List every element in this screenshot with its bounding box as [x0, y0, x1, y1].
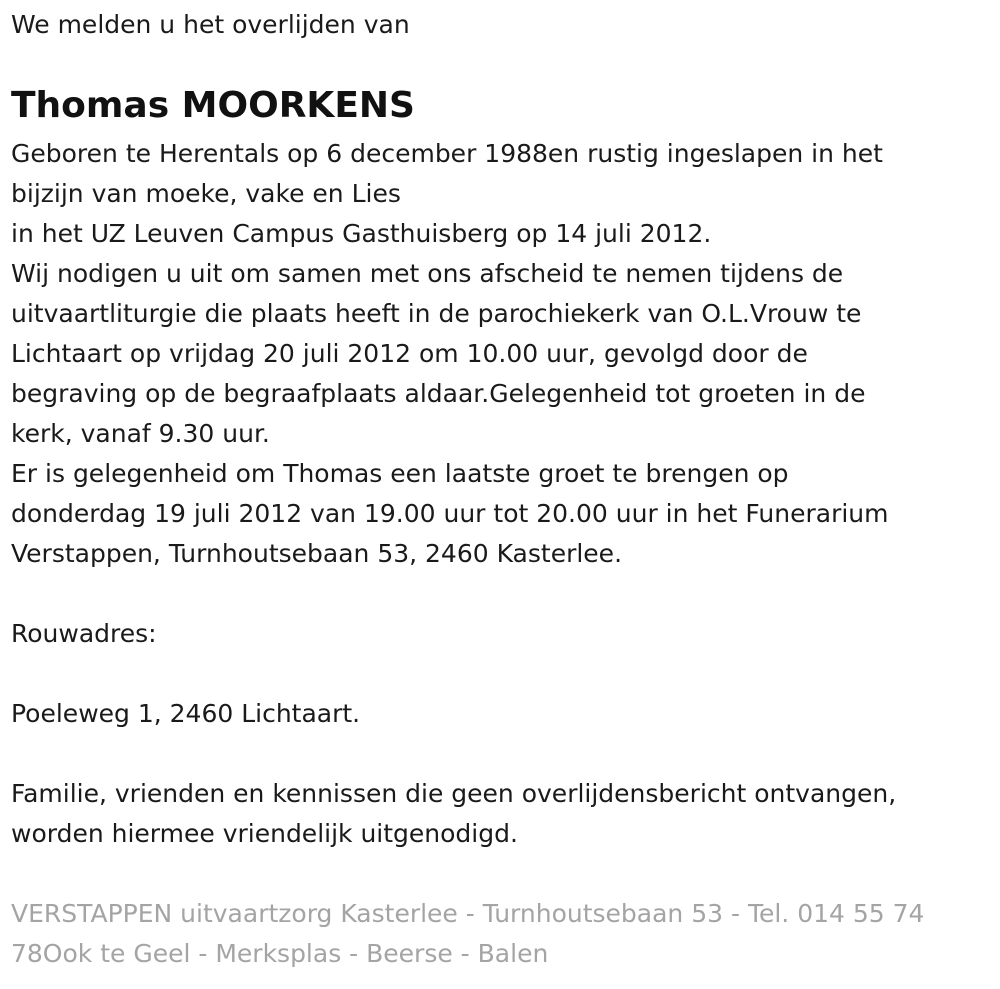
deceased-name: Thomas MOORKENS	[11, 85, 415, 126]
rouwadres-label: Rouwadres:	[11, 619, 157, 648]
spacer	[11, 654, 986, 694]
body-line: in het UZ Leuven Campus Gasthuisberg op 14 juli 2012.	[11, 219, 712, 248]
funeral-home-footer	[11, 894, 986, 974]
spacer	[11, 734, 986, 774]
spacer	[11, 574, 986, 614]
body-line: bijzijn van moeke, vake en Lies	[11, 179, 401, 208]
body-line: uitvaartliturgie die plaats heeft in de parochiekerk van O.L.Vrouw te	[11, 299, 862, 328]
body-line: Verstappen, Turnhoutsebaan 53, 2460 Kasterlee.	[11, 539, 623, 568]
body-line: begraving op de begraafplaats aldaar.Gelegenheid tot groeten in de	[11, 379, 866, 408]
notice-body	[11, 134, 986, 854]
closing-line: Familie, vrienden en kennissen die geen overlijdensbericht ontvangen,	[11, 779, 897, 808]
intro-text: We melden u het overlijden van	[11, 10, 410, 39]
body-line: Geboren te Herentals op 6 december 1988en rustig ingeslapen in het	[11, 139, 883, 168]
closing-line: worden hiermee vriendelijk uitgenodigd.	[11, 819, 518, 848]
footer-line: VERSTAPPEN uitvaartzorg Kasterlee - Turnhoutsebaan 53 - Tel. 014 55 74	[11, 899, 925, 928]
footer-line: 78Ook te Geel - Merksplas - Beerse - Balen	[11, 939, 549, 968]
rouwadres-address: Poeleweg 1, 2460 Lichtaart.	[11, 699, 361, 728]
body-line: donderdag 19 juli 2012 van 19.00 uur tot 20.00 uur in het Funerarium	[11, 499, 889, 528]
body-line: Er is gelegenheid om Thomas een laatste groet te brengen op	[11, 459, 789, 488]
body-line: Lichtaart op vrijdag 20 juli 2012 om 10.00 uur, gevolgd door de	[11, 339, 808, 368]
body-line: kerk, vanaf 9.30 uur.	[11, 419, 270, 448]
body-line: Wij nodigen u uit om samen met ons afscheid te nemen tijdens de	[11, 259, 844, 288]
